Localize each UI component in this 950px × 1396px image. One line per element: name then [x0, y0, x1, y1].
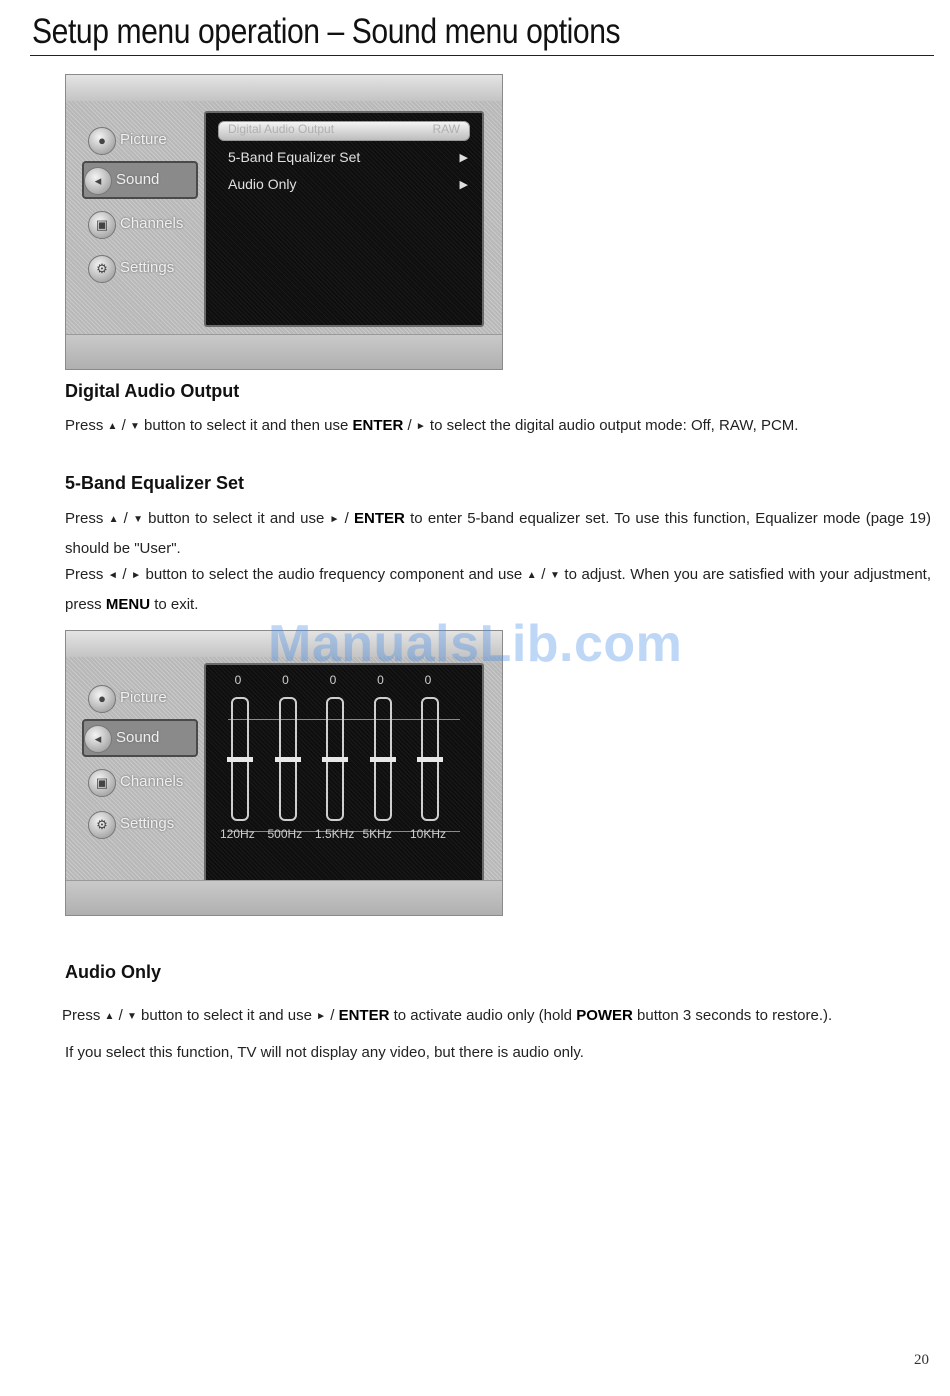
- sound-options-panel: [204, 111, 484, 327]
- menu-item-audio-only: Audio Only: [228, 176, 297, 192]
- nav-picture: ● Picture: [88, 123, 198, 157]
- nav-channels: ▣ Channels: [88, 765, 198, 799]
- menu-item-digital-audio-output: Digital Audio Output: [228, 122, 335, 136]
- eq-band-frequency: 500Hz: [267, 827, 303, 841]
- eq-band-frequency: 10KHz: [410, 827, 447, 841]
- channels-icon: ▣: [88, 769, 116, 797]
- up-arrow-icon: ▲: [108, 514, 119, 525]
- channels-icon: ▣: [88, 211, 116, 239]
- page-title: Setup menu operation – Sound menu options: [32, 12, 621, 51]
- eq-band-slider[interactable]: [421, 697, 439, 821]
- eq-band-value: 0: [424, 673, 432, 687]
- picture-icon: ●: [88, 685, 116, 713]
- chevron-right-icon: ▶: [459, 152, 468, 164]
- sound-menu-screenshot: [65, 74, 503, 370]
- right-arrow-icon: ►: [415, 421, 426, 432]
- eq-band-frequency: 1.5KHz: [315, 827, 355, 841]
- nav-picture: ● Picture: [88, 681, 198, 715]
- screen-bottom-bar: [66, 880, 502, 915]
- equalizer-paragraph-2: Press ◄ / ► button to select the audio frequency component and use ▲ / ▼ to adjust. When you are satisfied with your adjustment, press MENU to exit.: [65, 561, 931, 619]
- nav-settings: ⚙ Settings: [88, 807, 198, 841]
- right-arrow-icon: ►: [131, 570, 141, 581]
- eq-band-slider[interactable]: [326, 697, 344, 821]
- digital-audio-paragraph: Press ▲ / ▼ button to select it and then use ENTER / ► to select the digital audio output mode: Off, RAW, PCM.: [65, 412, 931, 442]
- nav-sound: ◂ Sound: [82, 719, 198, 757]
- heading-digital-audio-output: Digital Audio Output: [65, 381, 240, 401]
- speaker-icon: ◂: [84, 725, 112, 753]
- heading-equalizer: 5-Band Equalizer Set: [65, 473, 245, 493]
- eq-band-frequency: 120Hz: [220, 827, 255, 841]
- up-arrow-icon: ▲: [107, 421, 118, 432]
- speaker-icon: ◂: [84, 167, 112, 195]
- eq-band-slider[interactable]: [374, 697, 392, 821]
- chevron-right-icon: ▶: [459, 179, 468, 191]
- nav-channels: ▣ Channels: [88, 207, 198, 241]
- eq-band-value: 0: [282, 673, 289, 687]
- eq-slider-knob[interactable]: [417, 757, 443, 762]
- eq-slider-knob[interactable]: [275, 757, 301, 762]
- nav-settings: ⚙ Settings: [88, 251, 198, 285]
- down-arrow-icon: ▼: [126, 1011, 137, 1022]
- nav-sound: ◂ Sound: [82, 161, 198, 199]
- down-arrow-icon: ▼: [129, 421, 140, 432]
- up-arrow-icon: ▲: [526, 570, 537, 581]
- up-arrow-icon: ▲: [104, 1011, 115, 1022]
- page-number: 20: [914, 1352, 929, 1368]
- eq-band-value: 0: [377, 673, 384, 687]
- eq-slider-knob[interactable]: [322, 757, 348, 762]
- screen-bottom-bar: [66, 334, 502, 369]
- settings-icon: ⚙: [88, 811, 116, 839]
- left-arrow-icon: ◄: [107, 570, 118, 581]
- eq-band-value: 0: [329, 673, 337, 687]
- equalizer-paragraph-1: Press ▲ / ▼ button to select it and use ► / ENTER to enter 5-band equalizer set. To use this function, Equalizer mode (page 19) should be "User".: [65, 505, 931, 563]
- eq-band-value: 0: [234, 673, 242, 687]
- title-divider: [30, 55, 934, 56]
- settings-icon: ⚙: [88, 255, 116, 283]
- eq-band-frequency: 5KHz: [362, 827, 392, 841]
- eq-band-slider[interactable]: [231, 697, 249, 821]
- picture-icon: ●: [88, 127, 116, 155]
- eq-slider-knob[interactable]: [370, 757, 396, 762]
- menu-item-equalizer: 5-Band Equalizer Set: [228, 149, 361, 165]
- audio-only-paragraph-2: If you select this function, TV will not display any video, but there is audio only.: [65, 1044, 584, 1061]
- audio-only-paragraph-1: Press ▲ / ▼ button to select it and use ► / ENTER to activate audio only (hold POWER button 3 seconds to restore.).: [62, 1002, 928, 1032]
- right-arrow-icon: ►: [316, 1011, 327, 1022]
- eq-band-slider[interactable]: [279, 697, 297, 821]
- right-arrow-icon: ►: [329, 514, 340, 525]
- menu-item-digital-audio-value: RAW: [432, 122, 460, 136]
- equalizer-panel: [204, 663, 484, 885]
- eq-slider-knob[interactable]: [227, 757, 253, 762]
- screen-top-bar: [66, 75, 502, 101]
- down-arrow-icon: ▼: [133, 514, 143, 525]
- heading-audio-only: Audio Only: [65, 962, 161, 982]
- watermark: ManualsLib.com: [268, 615, 683, 673]
- down-arrow-icon: ▼: [549, 570, 560, 581]
